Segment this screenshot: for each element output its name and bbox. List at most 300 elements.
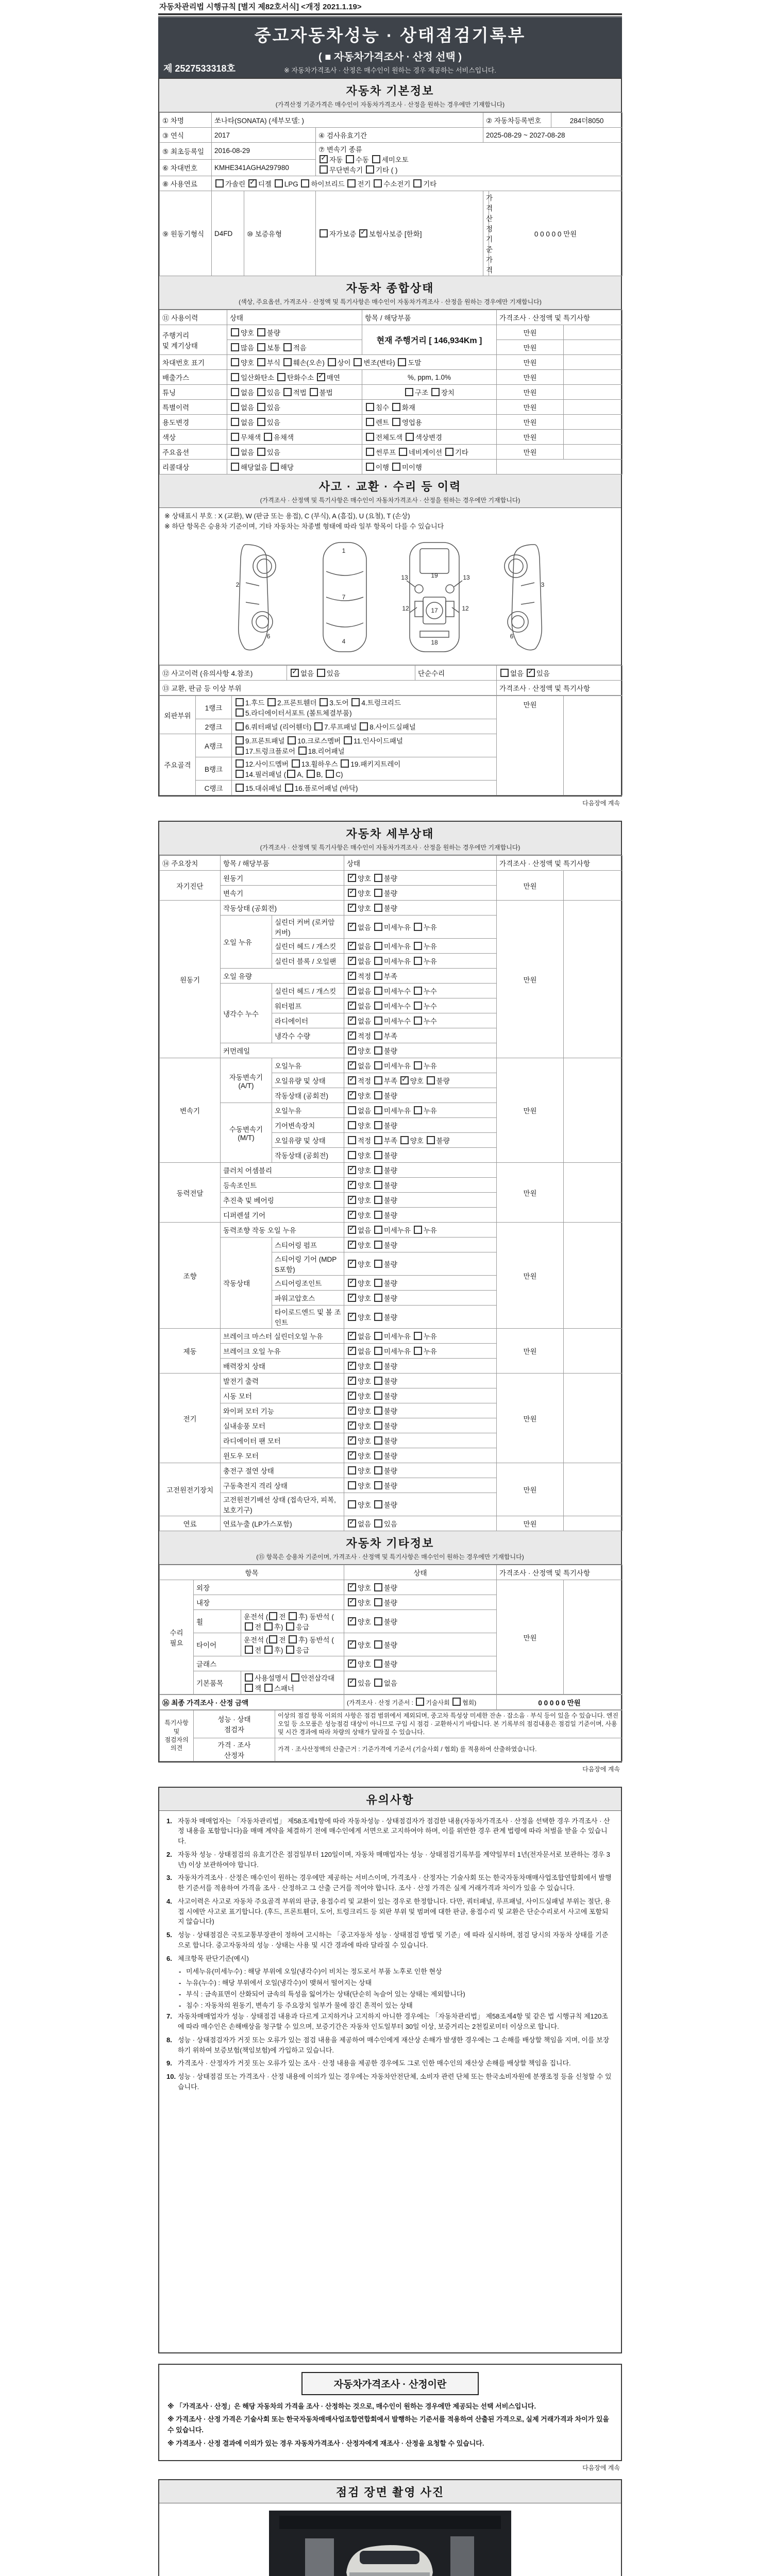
cell: 오일 유량 — [221, 969, 344, 984]
checkbox[interactable] — [405, 388, 413, 396]
checkbox[interactable] — [348, 1640, 356, 1649]
checkbox[interactable] — [348, 1031, 356, 1040]
checkbox[interactable] — [500, 669, 509, 677]
checkbox[interactable] — [283, 358, 292, 366]
final-price — [159, 1694, 621, 1710]
cell: ✓ 없음 미세누유 누유 — [344, 939, 497, 954]
photos-body — [159, 2503, 621, 2576]
cell: 해당없음 해당 — [227, 460, 362, 474]
checkbox[interactable] — [264, 1622, 273, 1631]
cell: 운전석 ( 전 후) 동반석 (전 후) 응급 — [241, 1633, 344, 1656]
checkbox[interactable] — [348, 1332, 356, 1340]
cell: 많음 보통 적음 — [227, 340, 362, 355]
checkbox[interactable] — [359, 229, 367, 238]
cell: 없음 있음 적법 불법 — [227, 385, 362, 400]
cell: 6.쿼터패널 (리어휀더) 7.루프패널 8.사이드실패널 — [232, 719, 497, 734]
checkbox[interactable] — [414, 923, 422, 931]
checkbox[interactable] — [231, 373, 239, 381]
cell: ⑨ 원동기형식 — [160, 191, 212, 276]
checkbox[interactable] — [374, 1091, 382, 1099]
checkbox[interactable] — [348, 1436, 356, 1445]
checkbox[interactable] — [236, 736, 244, 744]
checkbox[interactable] — [307, 770, 315, 778]
cell: 양호 부식 훼손(오손) 상이 변조(변타) 도말 — [227, 355, 497, 370]
checkbox[interactable] — [348, 904, 356, 912]
checkbox[interactable] — [374, 1226, 382, 1234]
etc-info — [159, 1565, 621, 1694]
checkbox[interactable] — [348, 1076, 356, 1084]
checkbox[interactable] — [291, 1673, 299, 1682]
checkbox[interactable] — [348, 1294, 356, 1302]
cell: 동력전달 — [160, 1163, 221, 1223]
checkbox[interactable] — [245, 1646, 253, 1654]
checkbox[interactable] — [348, 1481, 356, 1489]
cell: 만원 — [497, 1580, 564, 1694]
checkbox[interactable] — [348, 987, 356, 995]
checkbox[interactable] — [215, 179, 224, 188]
checkbox[interactable] — [374, 1166, 382, 1174]
cell: ✓ 양호 불량 — [344, 1359, 497, 1374]
checkbox[interactable] — [348, 1279, 356, 1287]
checkbox[interactable] — [348, 874, 356, 882]
cell: 양호 불량 — [227, 325, 362, 340]
photos-box — [158, 2479, 622, 2576]
checkbox[interactable] — [301, 179, 309, 188]
checkbox[interactable] — [354, 358, 362, 366]
checkbox[interactable] — [277, 373, 285, 381]
checkbox[interactable] — [414, 1347, 422, 1355]
cell: 만원 — [497, 1516, 564, 1531]
checkbox[interactable] — [348, 1421, 356, 1430]
checkbox[interactable] — [427, 1136, 435, 1144]
checkbox[interactable] — [269, 1635, 277, 1643]
checkbox[interactable] — [372, 155, 380, 163]
overall-condition — [159, 310, 621, 474]
cell: 0 0 0 0 0 만원 — [489, 191, 623, 276]
checkbox[interactable] — [236, 708, 244, 717]
checkbox[interactable] — [257, 448, 265, 456]
checkbox[interactable] — [348, 1406, 356, 1415]
cell: 구동축전지 격리 상태 — [221, 1478, 344, 1493]
checkbox[interactable] — [431, 388, 440, 396]
checkbox[interactable] — [374, 1136, 382, 1144]
cell: 오일유량 및 상태 — [272, 1073, 344, 1088]
checkbox[interactable] — [286, 1622, 294, 1631]
checkbox[interactable] — [348, 1583, 356, 1591]
checkbox[interactable] — [392, 403, 400, 411]
accident-history — [159, 665, 621, 696]
checkbox[interactable] — [285, 784, 293, 792]
checkbox[interactable] — [348, 1617, 356, 1625]
checkbox[interactable] — [348, 1211, 356, 1219]
checkbox[interactable] — [231, 403, 239, 411]
checkbox[interactable] — [348, 1392, 356, 1400]
checkbox[interactable] — [374, 1076, 382, 1084]
overall-note: (색상, 주요옵션, 가격조사 · 산정액 및 특기사항은 매수인이 자동차가격조사 · 산정을 원하는 경우에만 기재합니다) — [239, 298, 542, 306]
checkbox[interactable] — [392, 463, 400, 471]
checkbox[interactable] — [341, 759, 349, 768]
checkbox[interactable] — [414, 1106, 422, 1114]
cell: ✓ 양호 불량 — [344, 1178, 497, 1193]
notices-body — [159, 1811, 621, 2103]
checkbox[interactable] — [289, 1612, 297, 1620]
checkbox[interactable] — [413, 179, 422, 188]
checkbox[interactable] — [374, 179, 382, 188]
checkbox[interactable] — [348, 1260, 356, 1268]
cell: 자기진단 — [160, 871, 221, 901]
checkbox[interactable] — [374, 1061, 382, 1070]
checkbox[interactable] — [317, 669, 325, 677]
checkbox[interactable] — [366, 165, 374, 174]
checkbox[interactable] — [374, 1481, 382, 1489]
cell: 만원 — [497, 340, 564, 355]
cell: ⑯ 최종 가격조사 · 산정 금액 — [160, 1695, 344, 1710]
photos-header — [159, 2480, 621, 2503]
basic-info-header — [159, 79, 621, 112]
checkbox[interactable] — [348, 1377, 356, 1385]
checkbox[interactable] — [366, 433, 374, 441]
checkbox[interactable] — [231, 448, 239, 456]
checkbox[interactable] — [348, 1451, 356, 1460]
cell: 시동 모터 — [221, 1388, 344, 1403]
checkbox[interactable] — [347, 179, 356, 188]
checkbox[interactable] — [414, 957, 422, 965]
cell: ✓ 양호 불량 — [344, 1403, 497, 1418]
checkbox[interactable] — [374, 1617, 382, 1625]
checkbox[interactable] — [348, 1598, 356, 1606]
checkbox[interactable] — [298, 747, 307, 755]
cell: 현재 주행거리 [ 146,934Km ] — [362, 325, 497, 355]
checkbox[interactable] — [414, 942, 422, 950]
checkbox[interactable] — [348, 1046, 356, 1055]
checkbox[interactable] — [348, 1347, 356, 1355]
checkbox[interactable] — [231, 358, 239, 366]
checkbox[interactable] — [360, 722, 368, 731]
checkbox[interactable] — [348, 889, 356, 897]
checkbox[interactable] — [348, 1659, 356, 1668]
checkbox[interactable] — [374, 1196, 382, 1204]
checkbox[interactable] — [366, 463, 374, 471]
checkbox[interactable] — [348, 1241, 356, 1249]
checkbox[interactable] — [264, 433, 272, 441]
checkbox[interactable] — [231, 343, 239, 351]
cell: 충전구 절연 상태 — [221, 1463, 344, 1478]
checkbox[interactable] — [248, 179, 257, 188]
checkbox[interactable] — [348, 1061, 356, 1070]
checkbox[interactable] — [348, 1166, 356, 1174]
checkbox[interactable] — [348, 1002, 356, 1010]
cell: 양호 불량 — [344, 1463, 497, 1478]
checkbox[interactable] — [374, 1106, 382, 1114]
checkbox[interactable] — [257, 328, 265, 336]
accident-title: 사고 · 교환 · 수리 등 이력 — [318, 480, 462, 493]
checkbox[interactable] — [283, 388, 292, 396]
checkbox[interactable] — [374, 1181, 382, 1189]
checkbox[interactable] — [374, 1211, 382, 1219]
checkbox[interactable] — [292, 759, 300, 768]
cell: ③ 연식 — [160, 128, 212, 143]
page-subtitle: ( ■ 자동차가격조사 · 산정 선택 ) — [318, 52, 462, 63]
cell: 동력조향 작동 오일 누유 — [221, 1223, 344, 1238]
checkbox[interactable] — [392, 418, 400, 426]
checkbox[interactable] — [374, 987, 382, 995]
checkbox[interactable] — [414, 1061, 422, 1070]
cell: 냉각수 수량 — [272, 1028, 344, 1043]
checkbox[interactable] — [231, 328, 239, 336]
notices-title: 유의사항 — [366, 1793, 414, 1806]
page-title-note: ※ 자동차가격조사 · 산정은 매수인이 원하는 경우 제공하는 서비스입니다. — [284, 66, 496, 74]
checkbox[interactable] — [351, 698, 360, 706]
cell: ✓ 없음 미세누수 누수 — [344, 984, 497, 998]
checkbox[interactable] — [328, 358, 336, 366]
cell — [564, 1223, 623, 1329]
checkbox[interactable] — [374, 1332, 382, 1340]
checkbox[interactable] — [348, 1121, 356, 1129]
checkbox[interactable] — [264, 1646, 273, 1654]
checkbox[interactable] — [257, 403, 265, 411]
checkbox[interactable] — [317, 373, 325, 381]
cell — [564, 340, 623, 355]
cell: 가격 · 조사산정액의 산출근거 : 기준가격에 기준서 (기술사회 / 협회) 를 적용하여 산출하였습니다. — [275, 1738, 623, 1761]
cell: 만원 — [497, 445, 564, 460]
checkbox[interactable] — [236, 722, 244, 731]
etc-note: (⑮ 항목은 승용차 기준이며, 가격조사 · 산정액 및 특기사항은 매수인이 원하는 경우에만 기재합니다) — [256, 1553, 524, 1561]
basic-info-title: 자동차 기본정보 — [346, 84, 434, 97]
cell: ✓양호 불량 — [344, 1610, 497, 1633]
diagram-part-number: 7 — [342, 594, 346, 601]
checkbox[interactable] — [348, 1151, 356, 1159]
pricing-info-line: ※ 가격조사 · 산정 가격은 기술사회 또는 한국자동차매매사업조합연합회에서 발행하는 기준서를 적용하여 산출된 가격으로, 실제 거래가격과 차이가 있을 수 있습니다. — [167, 2415, 609, 2434]
checkbox[interactable] — [445, 448, 453, 456]
checkbox[interactable] — [289, 1635, 297, 1643]
checkbox[interactable] — [374, 874, 382, 882]
checkbox[interactable] — [348, 942, 356, 950]
checkbox[interactable] — [366, 418, 374, 426]
checkbox[interactable] — [374, 1406, 382, 1415]
cell: ✓ 양호 불량 — [344, 1374, 497, 1388]
checkbox[interactable] — [374, 1313, 382, 1321]
checkbox[interactable] — [348, 1091, 356, 1099]
cell — [564, 1058, 623, 1163]
cell: 없음 ✓있음 — [497, 666, 623, 681]
checkbox[interactable] — [257, 388, 265, 396]
checkbox[interactable] — [374, 1500, 382, 1509]
checkbox[interactable] — [399, 448, 407, 456]
checkbox[interactable] — [236, 759, 244, 768]
notice-item: 4. 사고이력은 사고로 자동차 주요골격 부위의 판금, 용접수리 및 교환이 있는 경우로 한정합니다. 다만, 쿼터패널, 루프패널, 사이드실패널 부위는 절단, 용접 시에만 사고로 표기합니다. (후드, 프론트휀더, 도어, 트렁크리드 등 외판 부위 및 범퍼에 대한 판금, 용접수리 및 교환은 단순수리로서 사고에 포함되지 않습니다) — [166, 1897, 611, 1926]
checkbox[interactable] — [374, 1347, 382, 1355]
checkbox[interactable] — [374, 1679, 382, 1687]
checkbox[interactable] — [374, 1640, 382, 1649]
checkbox[interactable] — [374, 1121, 382, 1129]
checkbox[interactable] — [374, 1031, 382, 1040]
checkbox[interactable] — [348, 1362, 356, 1370]
cell: ⑤ 최초등록일 — [160, 143, 212, 160]
cell: ✓양호 불량 — [344, 1252, 497, 1276]
checkbox[interactable] — [257, 418, 265, 426]
checkbox[interactable] — [366, 403, 374, 411]
checkbox[interactable] — [348, 1519, 356, 1528]
cell: 만원 — [497, 871, 564, 901]
checkbox[interactable] — [348, 1136, 356, 1144]
cell: ✓ 양호 불량 — [344, 1580, 497, 1595]
checkbox[interactable] — [291, 669, 299, 677]
checkbox[interactable] — [374, 972, 382, 980]
checkbox[interactable] — [264, 1684, 273, 1692]
checkbox[interactable] — [320, 229, 328, 238]
checkbox[interactable] — [236, 698, 244, 706]
checkbox[interactable] — [374, 1151, 382, 1159]
cell: 가격 · 조사 산정자 — [194, 1738, 275, 1761]
checkbox[interactable] — [231, 388, 239, 396]
checkbox[interactable] — [231, 433, 239, 441]
checkbox[interactable] — [374, 1016, 382, 1025]
checkbox[interactable] — [348, 1016, 356, 1025]
cell: 상태 — [227, 310, 362, 325]
checkbox[interactable] — [257, 343, 265, 351]
checkbox[interactable] — [310, 388, 318, 396]
checkbox[interactable] — [320, 165, 328, 174]
cell: 양호 불량 — [344, 1478, 497, 1493]
checkbox[interactable] — [288, 736, 296, 744]
checkbox[interactable] — [527, 669, 535, 677]
checkbox[interactable] — [374, 1466, 382, 1475]
notices-box — [158, 1787, 622, 2353]
diagram-part-number: 19 — [431, 572, 438, 579]
checkbox[interactable] — [320, 698, 328, 706]
checkbox[interactable] — [245, 1673, 253, 1682]
checkbox[interactable] — [271, 463, 279, 471]
checkbox[interactable] — [326, 770, 334, 778]
checkbox[interactable] — [267, 698, 276, 706]
checkbox[interactable] — [231, 463, 239, 471]
checkbox[interactable] — [374, 942, 382, 950]
checkbox[interactable] — [374, 1260, 382, 1268]
checkbox[interactable] — [287, 770, 295, 778]
checkbox[interactable] — [374, 1451, 382, 1460]
checkbox[interactable] — [374, 1002, 382, 1010]
checkbox[interactable] — [348, 1466, 356, 1475]
checkbox[interactable] — [374, 904, 382, 912]
etc-info — [159, 1565, 623, 1694]
checkbox[interactable] — [348, 972, 356, 980]
checkbox[interactable] — [374, 923, 382, 931]
checkbox[interactable] — [414, 1226, 422, 1234]
checkbox[interactable] — [374, 1294, 382, 1302]
notice-item: - 누유(누수) : 해당 부위에서 오일(냉각수)이 맺혀서 떨어지는 상태 — [179, 1979, 372, 1987]
checkbox[interactable] — [374, 1659, 382, 1668]
cell: 튜닝 — [160, 385, 227, 400]
checkbox[interactable] — [400, 1076, 409, 1084]
checkbox[interactable] — [374, 1241, 382, 1249]
cell — [564, 415, 623, 430]
cell: B랭크 — [196, 757, 232, 781]
accident-note: (가격조사 · 산정액 및 특기사항은 매수인이 자동차가격조사 · 산정을 원하는 경우에만 기재합니다) — [260, 497, 520, 504]
checkbox[interactable] — [374, 1421, 382, 1430]
checkbox[interactable] — [236, 784, 244, 792]
checkbox[interactable] — [231, 418, 239, 426]
cell: ✓ 양호 불량 — [344, 1193, 497, 1208]
checkbox[interactable] — [275, 179, 283, 188]
checkbox[interactable] — [374, 1046, 382, 1055]
checkbox[interactable] — [320, 155, 328, 163]
cell: 외장 — [194, 1580, 344, 1595]
checkbox[interactable] — [400, 1136, 409, 1144]
checkbox[interactable] — [414, 1002, 422, 1010]
cell: (가격조사 · 산정 기준서 : 기술사회 협회) — [344, 1695, 497, 1710]
checkbox[interactable] — [348, 1500, 356, 1509]
checkbox[interactable] — [374, 1519, 382, 1528]
cell: ✓ 없음 미세누유 누유 — [344, 1223, 497, 1238]
checkbox[interactable] — [452, 1698, 461, 1706]
cell: 전체도색 색상변경 — [362, 430, 497, 445]
checkbox[interactable] — [374, 889, 382, 897]
checkbox[interactable] — [348, 957, 356, 965]
checkbox[interactable] — [348, 1313, 356, 1321]
checkbox[interactable] — [348, 1226, 356, 1234]
checkbox[interactable] — [245, 1622, 253, 1631]
checkbox[interactable] — [427, 1076, 435, 1084]
checkbox[interactable] — [374, 1279, 382, 1287]
notice-item: - 부식 : 금속표면이 산화되어 금속의 특성을 잃어가는 상태(단순히 녹슬어 있는 상태는 제외합니다) — [179, 1990, 465, 1998]
checkbox[interactable] — [269, 1612, 277, 1620]
checkbox[interactable] — [348, 1106, 356, 1114]
checkbox[interactable] — [398, 358, 406, 366]
checkbox[interactable] — [374, 1392, 382, 1400]
checkbox[interactable] — [414, 1016, 422, 1025]
checkbox[interactable] — [414, 987, 422, 995]
checkbox[interactable] — [374, 957, 382, 965]
cell: 항목 / 해당부품 — [221, 856, 344, 871]
checkbox[interactable] — [348, 1181, 356, 1189]
checkbox[interactable] — [257, 358, 265, 366]
checkbox[interactable] — [374, 1583, 382, 1591]
checkbox[interactable] — [286, 1646, 294, 1654]
checkbox[interactable] — [406, 433, 414, 441]
checkbox[interactable] — [414, 1332, 422, 1340]
checkbox[interactable] — [245, 1684, 253, 1692]
cell: 글래스 — [194, 1656, 344, 1671]
checkbox[interactable] — [346, 155, 354, 163]
checkbox[interactable] — [236, 770, 244, 778]
title-band — [158, 17, 622, 78]
checkbox[interactable] — [283, 343, 292, 351]
checkbox[interactable] — [374, 1436, 382, 1445]
checkbox[interactable] — [236, 747, 244, 755]
basic-info — [159, 112, 621, 276]
cell: 색상 — [160, 430, 227, 445]
diagram-part-number: 6 — [510, 633, 514, 640]
checkbox[interactable] — [348, 1196, 356, 1204]
checkbox[interactable] — [374, 1377, 382, 1385]
cell — [564, 400, 623, 415]
checkbox[interactable] — [344, 736, 352, 744]
checkbox[interactable] — [314, 722, 323, 731]
checkbox[interactable] — [374, 1598, 382, 1606]
document-number: 제 2527533318호 — [163, 63, 236, 74]
checkbox[interactable] — [348, 923, 356, 931]
checkbox[interactable] — [366, 448, 374, 456]
checkbox[interactable] — [348, 1679, 356, 1687]
final-price — [159, 1694, 623, 1710]
cell: 특기사항 및 점검자의 의견 — [160, 1710, 194, 1761]
cell: 없음 있음 — [227, 415, 362, 430]
checkbox[interactable] — [374, 1362, 382, 1370]
cell: 적정 부족 양호 불량 — [344, 1133, 497, 1148]
checkbox[interactable] — [416, 1698, 424, 1706]
pricing-info-title: 자동차가격조사 · 산정이란 — [301, 2372, 479, 2395]
detail-header — [159, 822, 621, 855]
